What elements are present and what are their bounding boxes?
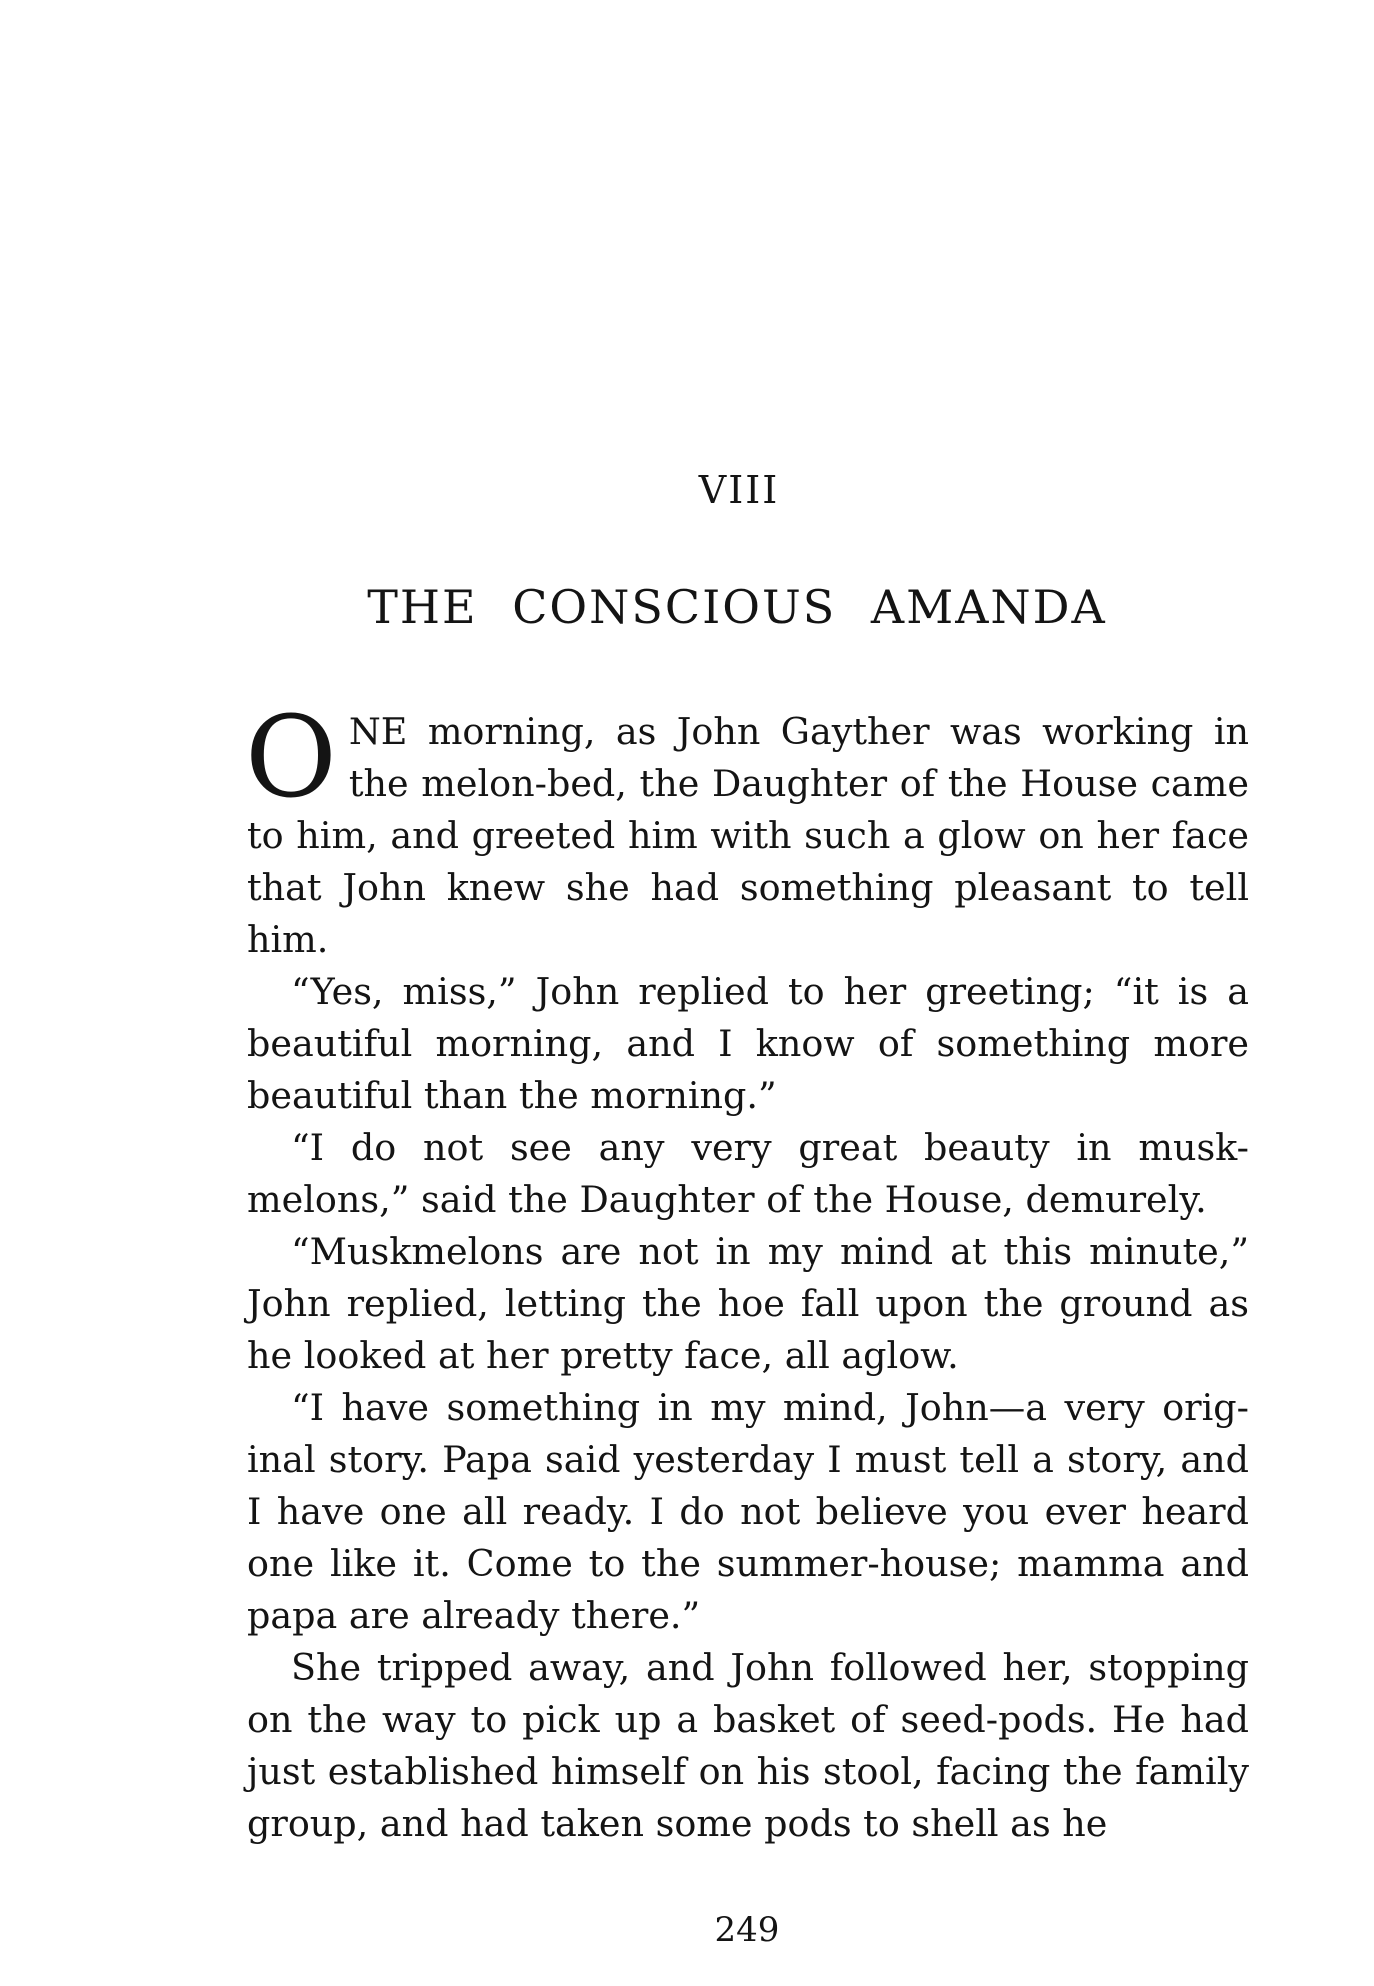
paragraph: “I do not see any very great beauty in musk-melons,” said the Daughter of the House, demurely. [247,1126,1249,1221]
opening-word: NE [348,710,408,753]
paragraph: She tripped away, and John followed her, stopping on the way to pick up a basket of seed-pods. He had just established himself on his stool, facing the family group, and had taken some pods to shell as he [247,1646,1249,1845]
paragraph [245,693,1249,966]
paragraph: “Muskmelons are not in my mind at this minute,” John replied, letting the hoe fall upon the ground as he looked at her pretty face, all aglow. [247,1230,1249,1377]
chapter-number: VIII [698,468,780,512]
paragraph: “I have something in my mind, John—a very orig-inal story. Papa said yesterday I must tell a story, and I have one all ready. I do not believe you ever heard one like it. Come to the summer-house; mamma and papa are already there.” [247,1386,1249,1637]
page-number: 249 [714,1910,780,1950]
paragraph: “Yes, miss,” John replied to her greeting; “it is a beautiful morning, and I know of something more beautiful than the morning.” [247,970,1249,1117]
chapter-body [245,693,1249,1850]
drop-cap: O [245,693,337,823]
paragraph-text: morning, as John Gayther was working in the melon-bed, the Daughter of the House came to him, and greeted him with such a glow on her face that John knew she had something pleasant to tell him. [247,710,1249,961]
chapter-title: THE CONSCIOUS AMANDA [367,580,1107,634]
